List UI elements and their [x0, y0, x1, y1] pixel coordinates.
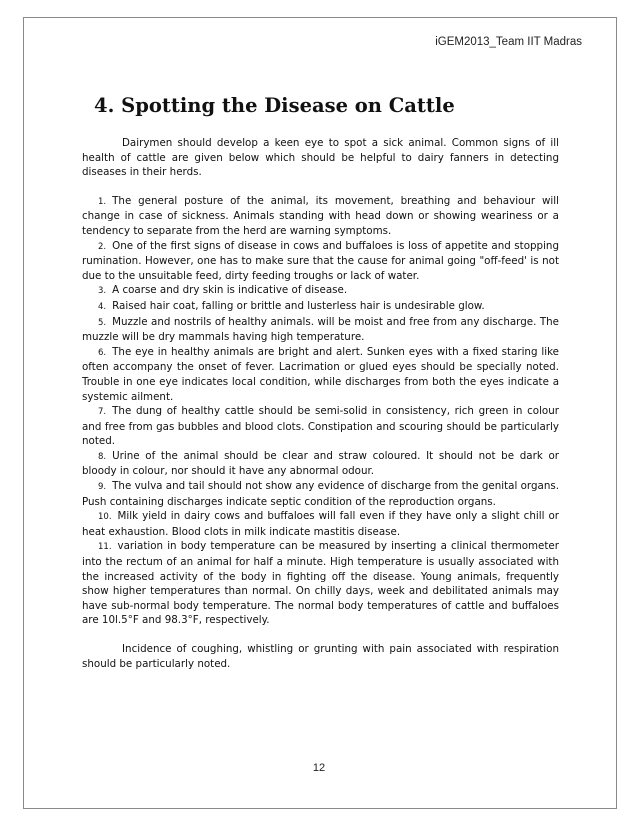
item-text: A coarse and dry skin is indicative of disease.: [112, 284, 348, 297]
item-text: Raised hair coat, falling or brittle and lusterless hair is undesirable glow.: [112, 299, 485, 312]
list-item: [82, 404, 559, 449]
item-text: The general posture of the animal, its movement, breathing and behaviour will change in case of sickness. Animals standing with head down or showing weariness or a tendency to separate from the herd are warning symptoms.: [82, 194, 559, 237]
item-text: The vulva and tail should not show any evidence of discharge from the genital organs. Push containing discharges indicate septic condition of the reproduction organs.: [82, 480, 559, 508]
item-text: The eye in healthy animals are bright and alert. Sunken eyes with a fixed staring like often accompany the onset of fever. Lacrimation or glued eyes should be specially noted. Trouble in one eye indicates local condition, while discharges from both the eyes indicate a systemic ailment.: [82, 345, 559, 403]
list-item: [82, 283, 559, 299]
list-item: [82, 509, 559, 539]
item-text: Milk yield in dairy cows and buffaloes will fall even if they have only a slight chill or heat exhaustion. Blood clots in milk indicate mastitis disease.: [82, 510, 559, 538]
section-title: 4. Spotting the Disease on Cattle: [94, 94, 455, 117]
list-item: [82, 299, 559, 315]
item-text: The dung of healthy cattle should be semi-solid in consistency, rich green in colour and free from gas bubbles and blood clots. Constipation and scouring should be particularly noted.: [82, 405, 559, 448]
item-number: 7.: [98, 407, 107, 418]
item-text: variation in body temperature can be measured by inserting a clinical thermometer into the rectum of an animal for half a minute. High temperature is usually associated with the increased activity of the body in fighting off the disease. Young animals, frequently show higher temperatures than normal. On chilly days, week and debilitated animals may have sub-normal body temperature. The normal body temperatures of cattle and buffaloes are 10l.5°F and 98.3°F, respectively.: [82, 540, 559, 627]
list-item: [82, 539, 559, 628]
list-item: [82, 194, 559, 239]
page-number: 12: [312, 762, 326, 774]
item-number: 1.: [98, 196, 107, 207]
item-number: 10.: [98, 512, 112, 523]
list-item: [82, 239, 559, 284]
intro-paragraph: Dairymen should develop a keen eye to spot a sick animal. Common signs of ill health of cattle are given below which should be helpful to dairy fanners in detecting diseases in their herds.: [82, 137, 559, 179]
list-item: [82, 315, 559, 345]
list-item: [82, 345, 559, 404]
item-number: 8.: [98, 451, 107, 462]
item-text: Muzzle and nostrils of healthy animals. will be moist and free from any discharge. The muzzle will be dry mammals having high temperature.: [82, 315, 559, 344]
item-number: 11.: [98, 542, 112, 553]
list-item: [82, 449, 559, 479]
item-number: 6.: [98, 347, 107, 358]
item-text: One of the first signs of disease in cows and buffaloes is loss of appetite and stopping rumination. However, one has to make sure that the cause for animal going "off-feed' is not due to the unsuitable feed, dirty feeding troughs or lack of water.: [82, 239, 559, 282]
signs-list: [82, 194, 559, 628]
closing-paragraph: Incidence of coughing, whistling or grunting with pain associated with respiration should be particularly noted.: [82, 643, 559, 670]
running-header: iGEM2013_Team IIT Madras: [435, 36, 582, 48]
list-item: [82, 479, 559, 509]
body-text: [82, 136, 559, 671]
item-number: 9.: [98, 482, 107, 493]
item-number: 2.: [98, 241, 107, 252]
item-number: 5.: [98, 317, 107, 328]
item-number: 3.: [98, 286, 107, 297]
item-number: 4.: [98, 301, 107, 312]
item-text: Urine of the animal should be clear and straw coloured. It should not be dark or bloody in colour, nor should it have any abnormal odour.: [82, 449, 559, 478]
